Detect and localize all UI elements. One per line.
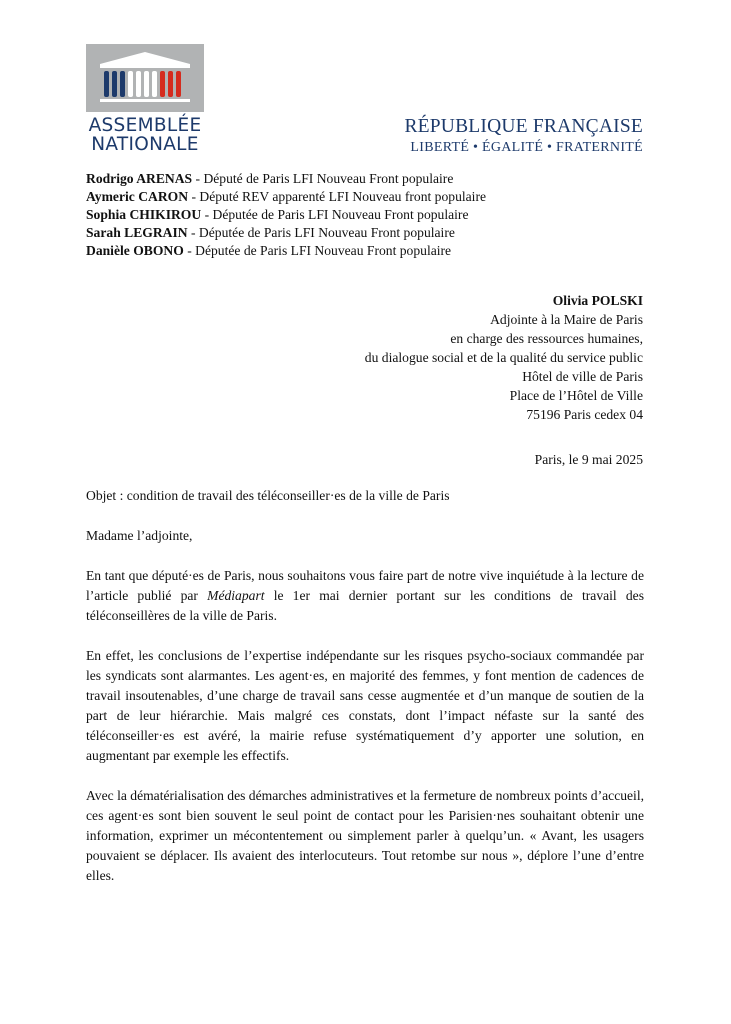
logo-wordmark bbox=[86, 116, 204, 154]
body-paragraph-1 bbox=[86, 566, 644, 626]
assemblee-building-icon bbox=[86, 44, 204, 112]
p1-text-before: En tant que député·es de Paris, nous souhaitons vous faire part de notre vive inquiétude à la lecture de l’article publié par bbox=[86, 568, 644, 603]
sender-name: Sophia CHIKIROU bbox=[86, 207, 202, 222]
logo-line-2: NATIONALE bbox=[91, 134, 199, 155]
recipient-line: du dialogue social et de la qualité du service public bbox=[364, 350, 643, 365]
sender-line bbox=[86, 224, 486, 242]
sender-role: - Députée de Paris LFI Nouveau Front populaire bbox=[187, 225, 455, 240]
senders-block bbox=[86, 170, 486, 260]
sender-line bbox=[86, 242, 486, 260]
sender-name: Rodrigo ARENAS bbox=[86, 171, 193, 186]
recipient-line: 75196 Paris cedex 04 bbox=[526, 407, 643, 422]
recipient-line: Place de l’Hôtel de Ville bbox=[509, 388, 643, 403]
sender-name: Sarah LEGRAIN bbox=[86, 225, 188, 240]
logo-line-1: ASSEMBLÉE bbox=[88, 115, 202, 136]
recipient-line: Adjointe à la Maire de Paris bbox=[490, 312, 643, 327]
p1-source: Médiapart bbox=[207, 588, 265, 603]
letter-date: Paris, le 9 mai 2025 bbox=[534, 452, 643, 467]
p1-text-after: le 1er mai dernier portant sur les conditions de travail des téléconseillères de la ville de Paris. bbox=[86, 588, 644, 623]
recipient-name: Olivia POLSKI bbox=[552, 293, 643, 308]
body-paragraph-3: Avec la dématérialisation des démarches administratives et la fermeture de nombreux points d’accueil, ces agent·es sont bien souvent le seul point de contact pour les Parisien·nes souhaitant obtenir une information, exprimer un mécontentement ou simplement parler à quelqu’un. « Avant, les usagers pouvaient se déplacer. Ils avaient des interlocuteurs. Tout retombe sur nous », déplore l’une d’entre elles. bbox=[86, 788, 645, 883]
sender-role: - Député REV apparenté LFI Nouveau front populaire bbox=[188, 189, 487, 204]
sender-name: Aymeric CARON bbox=[86, 189, 189, 204]
salutation: Madame l’adjointe, bbox=[86, 528, 193, 543]
republic-header bbox=[404, 116, 643, 157]
sender-line bbox=[86, 188, 486, 206]
republic-title: RÉPUBLIQUE FRANÇAISE bbox=[404, 116, 643, 137]
sender-line bbox=[86, 170, 486, 188]
sender-line bbox=[86, 206, 486, 224]
body-paragraph-2: En effet, les conclusions de l’expertise indépendante sur les risques psycho-sociaux commandée par les syndicats sont alarmantes. Les agent·es, en majorité des femmes, y font mention de cadences de travail insoutenables, d’une charge de travail sans cesse augmentée et d’un manque de soutien de la part de leur hiérarchie. Mais malgré ces constats, dont l’impact néfaste sur la santé des téléconseiller·es est avéré, la mairie refuse systématiquement d’y apporter une solution, en augmentant par exemple les effectifs. bbox=[86, 648, 644, 763]
sender-role: - Député de Paris LFI Nouveau Front populaire bbox=[192, 171, 454, 186]
sender-name: Danièle OBONO bbox=[86, 243, 184, 258]
republic-motto: LIBERTÉ • ÉGALITÉ • FRATERNITÉ bbox=[410, 140, 643, 155]
recipient-line: Hôtel de ville de Paris bbox=[522, 369, 643, 384]
assemblee-nationale-logo bbox=[86, 44, 206, 154]
recipient-line: en charge des ressources humaines, bbox=[450, 331, 643, 346]
recipient-block bbox=[365, 291, 643, 424]
letter-subject: Objet : condition de travail des téléconseiller·es de la ville de Paris bbox=[86, 488, 450, 503]
sender-role: - Députée de Paris LFI Nouveau Front populaire bbox=[183, 243, 452, 258]
sender-role: - Députée de Paris LFI Nouveau Front populaire bbox=[201, 207, 469, 222]
